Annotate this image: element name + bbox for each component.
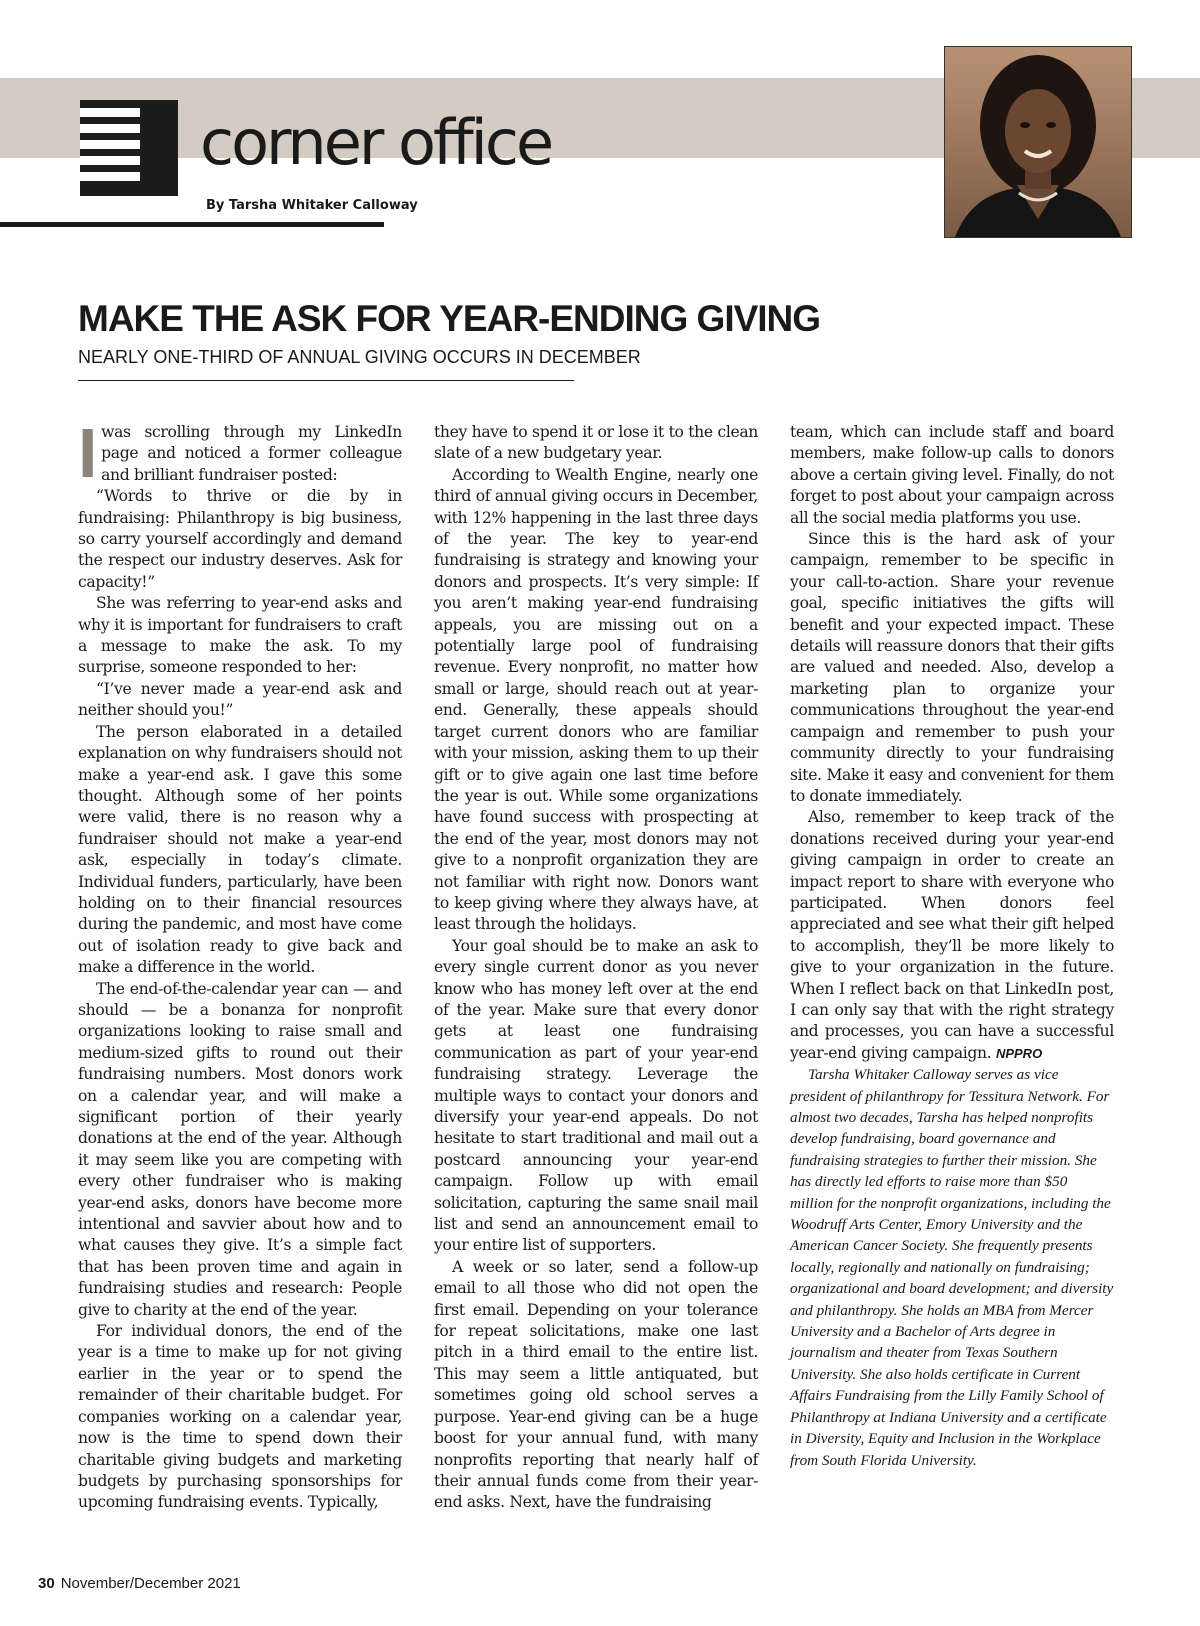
article-column-1 [78,414,402,1514]
paragraph: “I’ve never made a year-end ask and neither should you!” [78,679,402,720]
paragraph: She was referring to year-end asks and why it is important for fundraisers to craft a message to make the ask. To my surprise, someone responded to her: [78,594,402,677]
section-title: corner office [200,106,552,179]
byline: By Tarsha Whitaker Calloway [206,198,418,213]
paragraph: Your goal should be to make an ask to every single current donor as you never know who has money left over at the end of the year. Make sure that every donor gets at least one fundraising communication as part of your year-end fundraising strategy. Leverage the multiple ways to contact your donors and diversify your year-end appeals. Do not hesitate to start traditional and mail out a postcard announcing your year-end campaign. Follow up with email solicitation, capturing the same snail mail list and send an announcement email to your entire list of supporters. [434,936,758,1255]
drop-cap: I [78,414,98,492]
author-bio: Tarsha Whitaker Calloway serves as vice president of philanthropy for Tessitura Network. For almost two decades, Tarsha has helped nonprofits develop fundraising, board governance and fundraising strategies to further their mission. She has directly led efforts to raise more than $50 million for the nonprofit organizations, including the Woodruff Arts Center, Emory University and the American Cancer Society. She frequently presents locally, regionally and nationally on fundraising; organizational and board development; and diversity and philanthropy. She holds an MBA from Mercer University and a Bachelor of Arts degree in journalism and theater from Texas Southern University. She also holds certificate in Current Affairs Fundraising from the Lilly Family School of Philanthropy at Indiana University and a certificate in Diversity, Equity and Inclusion in the Workplace from South Florida University. [790,1066,1114,1469]
page-number: 30 [38,1575,55,1592]
article-column-2 [434,422,758,1514]
paragraph: The person elaborated in a detailed explanation on why fundraisers should not make a year-end ask. I gave this some thought. Although some of her points were valid, there is no reason why a fundraiser should not make a year-end ask, especially in today’s climate. Individual funders, particularly, have been holding on to their financial resources during the pandemic, and most have come out of isolation ready to give back and make a difference in the world. [78,722,402,977]
issue-date: November/December 2021 [60,1575,241,1592]
paragraph: was scrolling through my LinkedIn page and noticed a former colleague and brilliant fundraiser posted: [101,423,402,484]
paragraph-text: Also, remember to keep track of the donations received during your year-end giving campaign in order to create an impact report to share with everyone who participated. When donors feel appreciated and see what their gift helped to accomplish, they’ll be more likely to give to your organization in the future. When I reflect back on that LinkedIn post, I can only say that with the right strategy and processes, you can have a successful year-end giving campaign. [790,808,1114,1062]
end-mark: NPPRO [995,1045,1043,1061]
paragraph: “Words to thrive or die by in fundraising: Philanthropy is big business, so carry yourself accordingly and demand the respect our industry deserves. Ask for capacity!” [78,487,402,591]
paragraph [790,807,1114,1064]
article-subheadline: NEARLY ONE-THIRD OF ANNUAL GIVING OCCURS IN DECEMBER [78,347,641,367]
building-logo-icon [80,100,178,196]
paragraph: A week or so later, send a follow-up email to all those who did not open the first email. Depending on your tolerance for repeat solicitations, make one last pitch in a third email to the entire list. This may seem a little antiquated, but sometimes going old school serves a purpose. Year-end giving can be a huge boost for your annual fund, with many nonprofits reporting that nearly half of their annual funds come from their year-end asks. Next, have the fundraising [434,1257,758,1512]
paragraph: Since this is the hard ask of your campaign, remember to be specific in your call-to-action. Share your revenue goal, specific initiatives the gifts will benefit and your expected impact. These details will reassure donors that their gifts are valued and needed. Also, develop a marketing plan to organize your communications throughout the year-end campaign and remember to push your community directly to your fundraising site. Make it easy and convenient for them to donate immediately. [790,530,1114,805]
paragraph: The end-of-the-calendar year can — and should — be a bonanza for nonprofit organizations looking to raise small and medium-sized gifts to round out their fundraising numbers. Most donors work on a calendar year, and will make a significant portion of their yearly donations at the end of the year. Although it may seem like you are competing with every other fundraiser who is making year-end asks, donors have become more intentional and savvier about how and to what causes they give. It’s a simple fact that has been proven time and again in fundraising studies and research: People give to charity at the end of the year. [78,979,402,1319]
paragraph: team, which can include staff and board members, make follow-up calls to donors above a certain giving level. Finally, do not forget to post about your campaign across all the social media platforms you use. [790,423,1114,527]
author-photo [944,46,1132,238]
paragraph: they have to spend it or lose it to the clean slate of a new budgetary year. [434,423,758,463]
paragraph: According to Wealth Engine, nearly one third of annual giving occurs in December, with 12% happening in the last three days of the year. The key to year-end fundraising is strategy and knowing your donors and prospects. It’s very simple: If you aren’t making year-end fundraising appeals, you are missing out on a potentially large pool of fundraising revenue. Every nonprofit, no matter how small or large, should reach out at year-end. Generally, these appeals should target current donors who are familiar with your mission, asking them to up their gift or to give again one last time before the year is out. While some organizations have found success with prospecting at the end of the year, most donors may not give to a nonprofit organization they are not familiar with right now. Donors want to keep giving where they always have, at least through the holidays. [434,465,758,934]
article-column-3 [790,422,1114,1471]
page-footer [38,1575,241,1592]
header-rule [0,222,384,227]
subhead-rule [78,380,574,381]
article-headline: MAKE THE ASK FOR YEAR-ENDING GIVING [78,298,821,339]
paragraph: For individual donors, the end of the year is a time to make up for not giving earlier in the year or to spend the remainder of their charitable budget. For companies working on a calendar year, now is the time to spend down their charitable giving budgets and marketing budgets by purchasing sponsorships for upcoming fundraising events. Typically, [78,1322,402,1512]
